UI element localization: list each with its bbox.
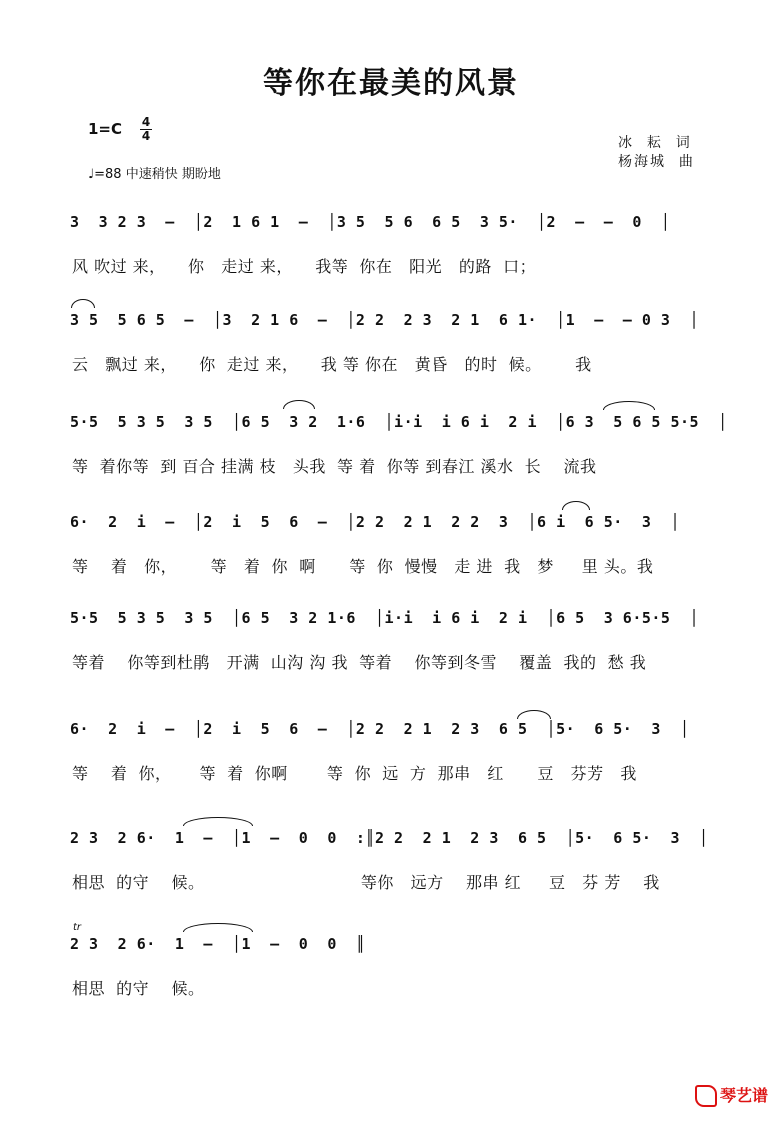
logo-icon	[695, 1085, 717, 1107]
notation-line: 5·5 5 3 5 3 5 │6 5 3 2 1·6 │i·i i 6 i 2 i │6 3 5 6 5 5·5 │	[70, 413, 728, 431]
notation-line: 2 3 2 6· 1 – │1 – 0 0 :║2 2 2 1 2 3 6 5 │5· 6 5· 3 │	[70, 829, 709, 847]
meter-bottom: 4	[141, 129, 151, 143]
notation-line: 6· 2 i – │2 i 5 6 – │2 2 2 1 2 3 6 5 │5· 6 5· 3 │	[70, 720, 690, 738]
credits	[618, 134, 695, 172]
notation-line: 2 3 2 6· 1 – │1 – 0 0 ║	[70, 935, 366, 953]
notation-line: 6· 2 i – │2 i 5 6 – │2 2 2 1 2 2 3 │6 i 6 5· 3 │	[70, 513, 680, 531]
slur-mark	[183, 817, 253, 826]
meter-top: 4	[141, 115, 151, 129]
lyrics-line: 等 着 你， 等 着 你啊 等 你 远 方 那串 红 豆 芬芳 我	[72, 764, 637, 783]
slur-mark	[517, 710, 551, 719]
song-title: 等你在最美的风景	[263, 66, 519, 101]
slur-mark	[283, 400, 315, 409]
lyrics-line: 风 吹过 来， 你 走过 来， 我等 你在 阳光 的路 口；	[72, 257, 537, 276]
site-logo	[695, 1083, 768, 1108]
notation-line: 3 5 5 6 5 – │3 2 1 6 – │2 2 2 3 2 1 6 1· │1 – – 0 3 │	[70, 311, 700, 329]
slur-mark	[71, 299, 95, 308]
logo-text: 琴艺谱	[719, 1085, 768, 1105]
notation-line: 3 3 2 3 – │2 1 6 1 – │3 5 5 6 6 5 3 5· │2 – – 0 │	[70, 213, 671, 231]
lyrics-line: 相思 的守 候。	[72, 979, 205, 998]
trill-ornament: tr	[73, 922, 82, 933]
lyrics-line: 等着 你等到杜鹃 开满 山沟 沟 我 等着 你等到冬雪 覆盖 我的 愁 我	[72, 653, 647, 672]
lyricist-credit: 冰 耘 词	[618, 135, 692, 151]
composer-credit: 杨海城 曲	[618, 154, 695, 170]
slur-mark	[603, 401, 655, 410]
notation-line: 5·5 5 3 5 3 5 │6 5 3 2 1·6 │i·i i 6 i 2 i │6 5 3 6·5·5 │	[70, 609, 700, 627]
time-signature	[140, 116, 152, 143]
tempo-marking: ♩=88 中速稍快 期盼地	[88, 167, 221, 182]
lyrics-line: 等 着你等 到 百合 挂满 枝 头我 等 着 你等 到春江 溪水 长 流我	[72, 457, 597, 476]
slur-mark	[183, 923, 253, 932]
lyrics-line: 云 飘过 来， 你 走过 来， 我 等 你在 黄昏 的时 候。 我	[72, 355, 592, 374]
key-signature: 1=C	[88, 120, 123, 138]
lyrics-line: 相思 的守 候。 等你 远方 那串 红 豆 芬 芳 我	[72, 873, 660, 892]
slur-mark	[562, 501, 590, 510]
lyrics-line: 等 着 你， 等 着 你 啊 等 你 慢慢 走 进 我 梦 里 头。我	[72, 557, 654, 576]
